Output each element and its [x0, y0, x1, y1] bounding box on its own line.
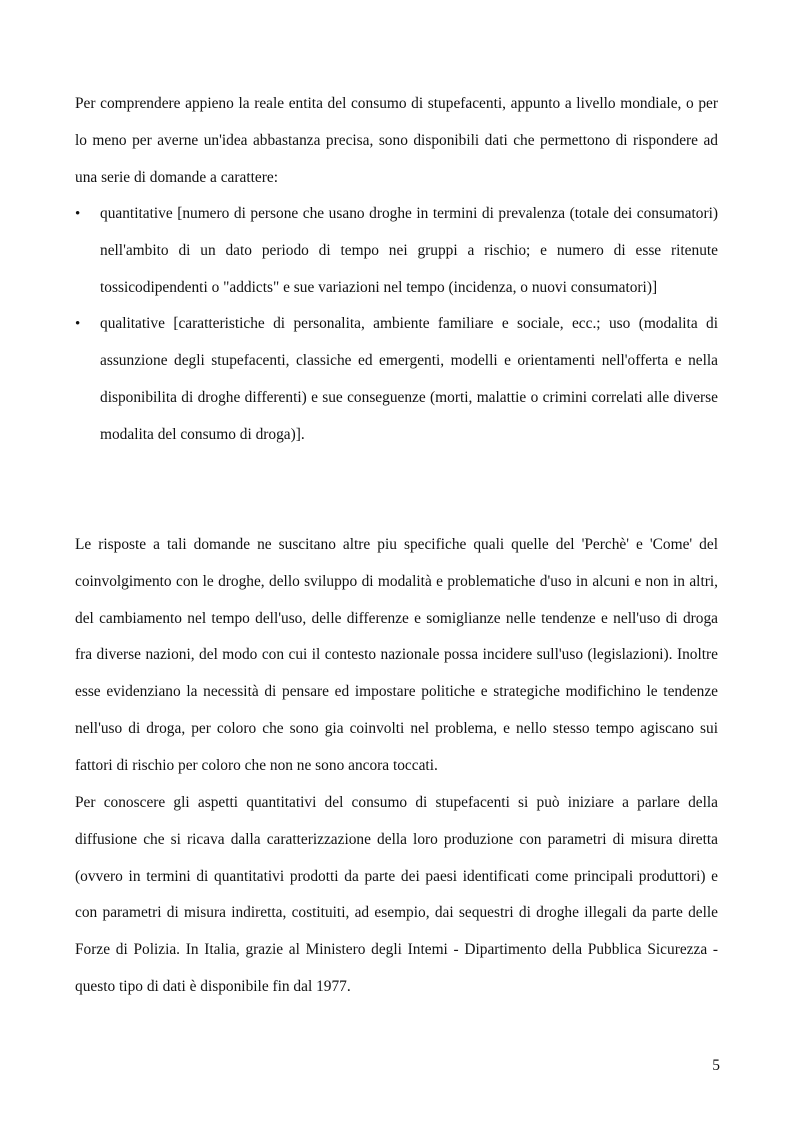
list-item-text: qualitative [caratteristiche di personalita, ambiente familiare e sociale, ecc.; uso (modalita di assunzione degli stupefacenti, classiche ed emergenti, modelli e orientamenti nell'offerta e nella disponibilita di droghe differenti) e sue conseguenze (morti, malattie o crimini correlati alle diverse modalita del consumo di droga)].	[100, 315, 718, 443]
list-item-quantitative	[75, 196, 718, 306]
intro-paragraph: Per comprendere appieno la reale entita del consumo di stupefacenti, appunto a livello mondiale, o per lo meno per averne un'idea abbastanza precisa, sono disponibili dati che permettono di rispondere ad una serie di domande a carattere:	[75, 95, 718, 186]
bullet-icon: •	[75, 316, 81, 333]
criteria-list	[75, 196, 718, 454]
list-item-qualitative	[75, 306, 718, 453]
page-number: 5	[712, 1057, 720, 1074]
bullet-icon: •	[75, 206, 81, 222]
risposte-paragraph: Le risposte a tali domande ne suscitano altre piu specifiche quali quelle del 'Perchè' e 'Come' del coinvolgimento con le droghe, dello sviluppo di modalità e problematiche d'uso in alcuni e non in altri, del cambiamento nel tempo dell'uso, delle differenze e somiglianze nelle tendenze e nell'uso di droga fra diverse nazioni, del modo con cui il contesto nazionale possa incidere sull'uso (legislazioni). Inoltre esse evidenziano la necessità di pensare ed impostare politiche e strategiche modifichino le tendenze nell'uso di droga, per coloro che sono gia coinvolti nel problema, e nello stesso tempo agiscano sui fattori di rischio per coloro che non ne sono ancora toccati.	[75, 536, 718, 774]
aspetti-paragraph: Per conoscere gli aspetti quantitativi del consumo di stupefacenti si può iniziare a parlare della diffusione che si ricava dalla caratterizzazione della loro produzione con parametri di misura diretta (ovvero in termini di quantitativi prodotti da parte dei paesi identificati come principali produttori) e con parametri di misura indiretta, costituiti, ad esempio, dai sequestri di droghe illegali da parte delle Forze di Polizia. In Italia, grazie al Ministero degli Intemi - Dipartimento della Pubblica Sicurezza -questo tipo di dati è disponibile fin dal 1977.	[75, 794, 718, 995]
list-item-text: quantitative [numero di persone che usano droghe in termini di prevalenza (totale dei consumatori) nell'ambito di un dato periodo di tempo nei gruppi a rischio; e numero di esse ritenute tossicodipendenti o "addicts" e sue variazioni nel tempo (incidenza, o nuovi consumatori)]	[100, 205, 718, 296]
